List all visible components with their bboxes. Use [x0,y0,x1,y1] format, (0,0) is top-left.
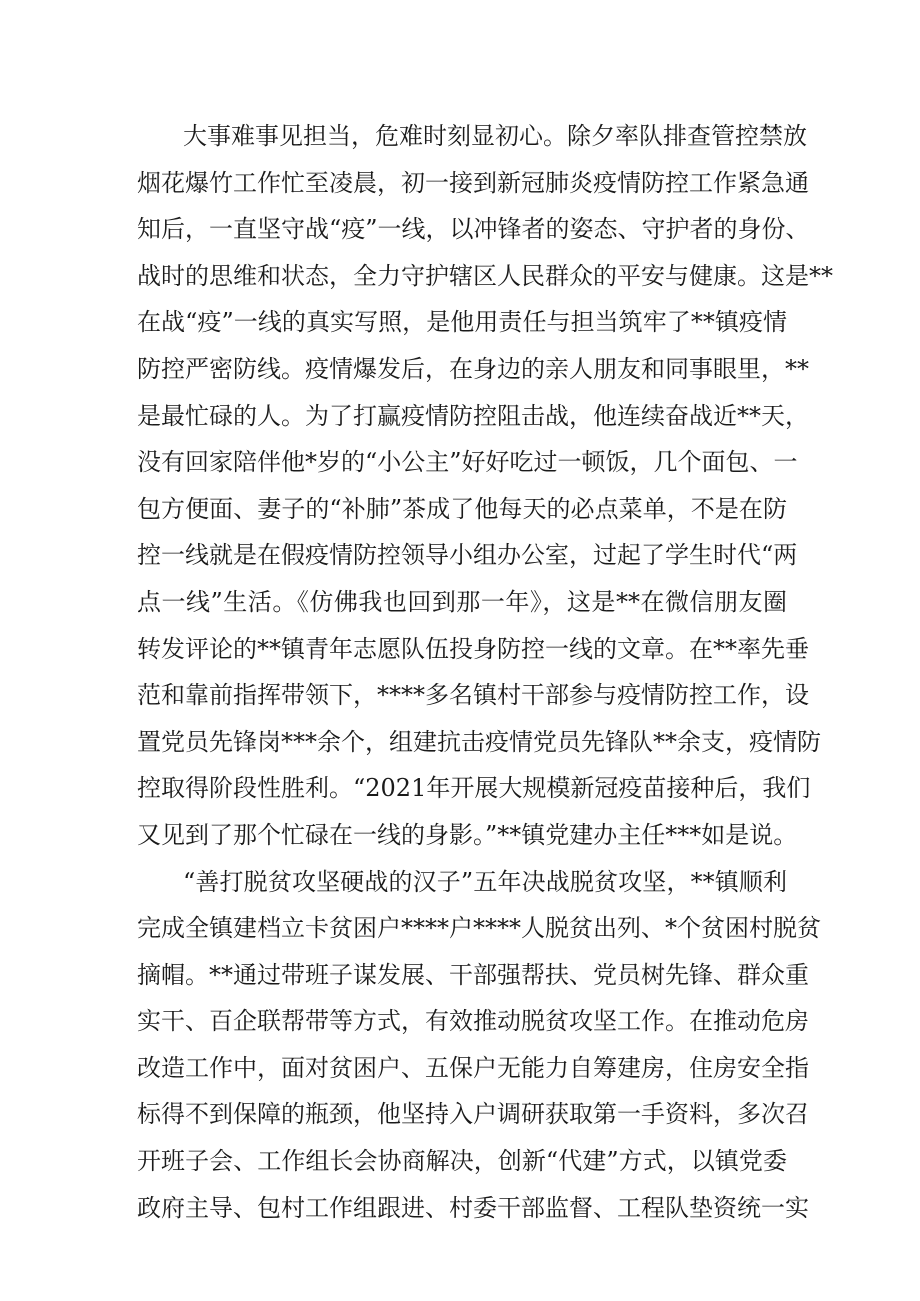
paragraph-1-line: 点一线”生活。《仿佛我也回到那一年》，这是**在微信朋友圈 [137,587,787,616]
paragraph-2-line: 完成全镇建档立卡贫困户****户****人脱贫出列、*个贫困村脱贫 [137,914,821,943]
paragraph-2-line: 开班子会、工作组长会协商解决，创新“代建”方式，以镇党委 [137,1147,787,1176]
paragraph-1-line: 知后，一直坚守战“疫”一线，以冲锋者的姿态、守护者的身份、 [137,215,810,244]
paragraph-1-line: 在战“疫”一线的真实写照，是他用责任与担当筑牢了**镇疫情 [137,308,787,337]
paragraph-1-line: 战时的思维和状态，全力守护辖区人民群众的平安与健康。这是** [137,261,833,290]
paragraph-1-line: 置党员先锋岗***余个，组建抗击疫情党员先锋队**余支，疫情防 [137,727,821,756]
paragraph-1-line: 防控严密防线。疫情爆发后，在身边的亲人朋友和同事眼里，** [137,354,809,383]
paragraph-2-line: 改造工作中，面对贫困户、五保户无能力自筹建房，住房安全指 [137,1053,809,1082]
paragraph-2-line: “善打脱贫攻坚硬战的汉子”五年决战脱贫攻坚，**镇顺利 [183,867,787,896]
body-text [137,113,833,1231]
paragraph-2-line: 摘帽。**通过带班子谋发展、干部强帮扶、党员树先锋、群众重 [137,960,809,989]
paragraph-1-line: 烟花爆竹工作忙至凌晨，初一接到新冠肺炎疫情防控工作紧急通 [137,168,809,197]
paragraph-2-line: 标得不到保障的瓶颈，他坚持入户调研获取第一手资料，多次召 [137,1100,809,1129]
paragraph-1-line: 控取得阶段性胜利。“2021年开展大规模新冠疫苗接种后，我们 [137,774,811,803]
paragraph-1-line: 大事难事见担当，危难时刻显初心。除夕率队排查管控禁放 [183,122,807,150]
paragraph-2-line: 政府主导、包村工作组跟进、村委干部监督、工程队垫资统一实 [137,1193,809,1222]
paragraph-1-line: 控一线就是在假疫情防控领导小组办公室，过起了学生时代“两 [137,541,798,570]
paragraph-1-line: 包方便面、妻子的“补肺”茶成了他每天的必点菜单，不是在防 [137,494,787,523]
paragraph-1-line: 没有回家陪伴他*岁的“小公主”好好吃过一顿饭，几个面包、一 [137,448,798,477]
paragraph-2-line: 实干、百企联帮带等方式，有效推动脱贫攻坚工作。在推动危房 [137,1007,809,1036]
paragraph-1-line: 又见到了那个忙碌在一线的身影。”**镇党建办主任***如是说。 [137,820,798,849]
paragraph-1-line: 是最忙碌的人。为了打赢疫情防控阻击战，他连续奋战近**天， [137,401,809,430]
paragraph-1-line: 范和靠前指挥带领下，****多名镇村干部参与疫情防控工作，设 [137,681,809,710]
paragraph-1-line: 转发评论的**镇青年志愿队伍投身防控一线的文章。在**率先垂 [137,634,809,663]
